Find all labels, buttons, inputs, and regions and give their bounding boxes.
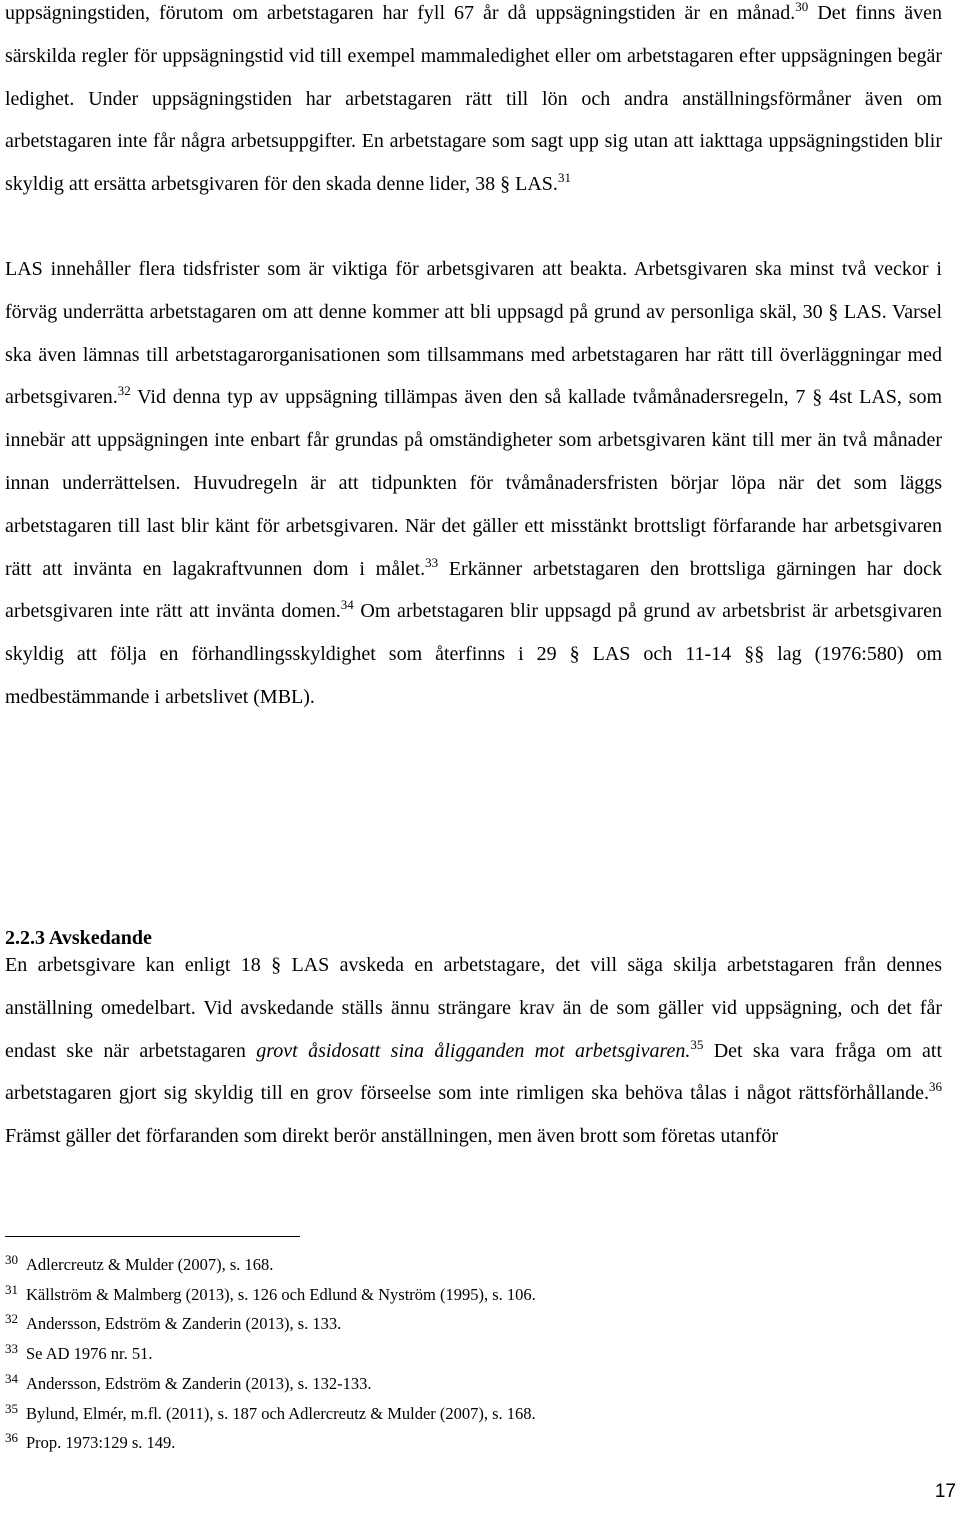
paragraph-text: Det finns även särskilda regler för uppsägningstid vid till exempel mammaledighet eller om arbetstagaren efter uppsägningen begär ledighet. Under uppsägningstiden har arbetstagaren rätt till lön och andra anställningsförmåner även om arbetstagaren inte får några arbetsuppgifter. En arbetstagare som sagt upp sig utan att iakttaga uppsägningstiden blir skyldig att ersätta arbetsgivaren för den skada denne lider, 38 bbox=[5, 2, 943, 196]
section-heading: 2.2.3 Avskedande bbox=[5, 927, 152, 949]
footnote-divider bbox=[5, 1236, 300, 1237]
footnote-text: Se AD 1976 nr. 51. bbox=[26, 1344, 153, 1364]
paragraph-dismissal bbox=[5, 944, 942, 1158]
footnote-ref-30[interactable]: 30 bbox=[795, 0, 809, 14]
footnote-ref-35[interactable]: 35 bbox=[690, 1036, 704, 1052]
footnote-number: 34 bbox=[5, 1370, 18, 1386]
paragraph-text: Främst gäller det förfaranden som direkt berör anställningen, men även brott som företas utanför bbox=[5, 1125, 779, 1148]
footnote-ref-34[interactable]: 34 bbox=[340, 597, 354, 613]
italic-phrase: grovt åsidosatt sina åligganden mot arbetsgivaren. bbox=[256, 1039, 691, 1062]
footnote-35 bbox=[5, 1400, 942, 1430]
footnote-number: 35 bbox=[5, 1400, 18, 1416]
section-sign: § bbox=[812, 386, 823, 409]
footnote-36 bbox=[5, 1429, 942, 1459]
paragraph-text: LAS. bbox=[515, 173, 558, 196]
footnote-31 bbox=[5, 1281, 942, 1311]
section-sign: § bbox=[271, 954, 282, 976]
section-sign: §§ bbox=[744, 643, 765, 666]
footnote-number: 30 bbox=[5, 1252, 18, 1267]
paragraph-text: lag (1976:580) om medbestämmande i arbetslivet (MBL). bbox=[5, 643, 943, 708]
footnote-text: Andersson, Edström & Zanderin (2013), s. 132-133. bbox=[26, 1373, 372, 1393]
footnote-ref-32[interactable]: 32 bbox=[117, 383, 131, 399]
section-sign: § bbox=[569, 643, 580, 666]
paragraph-notice-period bbox=[5, 0, 942, 206]
paragraph-text: LAS innehåller flera tidsfrister som är viktiga för arbetsgivaren att beakta. Arbetsgivaren ska minst två veckor i förväg underrätta arbetstagaren om att denne kommer att bli uppsagd på grund av personliga skäl, 30 bbox=[5, 257, 942, 323]
footnote-ref-33[interactable]: 33 bbox=[425, 554, 439, 570]
footnote-text: Källström & Malmberg (2013), s. 126 och Edlund & Nyström (1995), s. 106. bbox=[26, 1284, 536, 1304]
footnote-number: 32 bbox=[5, 1311, 18, 1327]
paragraph-text: Det ska vara fråga om att arbetstagaren gjort sig skyldig till en grov förseelse som inte rimligen ska behöva tålas i något rättsförhållande. bbox=[5, 1039, 942, 1105]
paragraph-text: En arbetsgivare kan enligt 18 bbox=[5, 954, 261, 976]
footnote-32 bbox=[5, 1310, 942, 1340]
footnote-33 bbox=[5, 1340, 942, 1370]
footnote-ref-36[interactable]: 36 bbox=[929, 1079, 942, 1095]
paragraph-text: Vid denna typ av uppsägning tillämpas även den så kallade tvåmånadersregeln, 7 bbox=[137, 386, 806, 409]
section-sign: § bbox=[828, 300, 839, 323]
page-number: 17 bbox=[934, 1481, 956, 1502]
footnotes-list bbox=[5, 1251, 942, 1459]
footnote-number: 33 bbox=[5, 1341, 18, 1357]
paragraph-time-limits bbox=[5, 248, 942, 719]
paragraph-text: Erkänner arbetstagaren den brottsliga gärningen har dock arbetsgivaren inte rätt att invänta domen. bbox=[5, 557, 942, 623]
paragraph-text: uppsägningstiden, förutom om arbetstagaren har fyll 67 år då uppsägningstiden är en månad. bbox=[5, 2, 796, 24]
paragraph-text: LAS avskeda en arbetstagare, det vill säga skilja arbetstagaren från dennes anställning omedelbart. Vid avskedande ställs ännu strängare krav än de som gäller vid uppsägning, och det får endast ske när arbetstagaren bbox=[5, 954, 943, 1062]
paragraph-text: 4st LAS, som innebär att uppsägningen inte enbart får grundas på omständigheter som arbetsgivaren känt till mer än två månader innan underrättelsen. Huvudregeln är att tidpunkten för tvåmånadersfristen börjar löpa när det som läggs arbetstagaren till last blir känt för arbetsgivaren. När det gäller ett misstänkt brottsligt förfarande har arbetsgivaren rätt att invänta en lagakraftvunnen dom i målet. bbox=[5, 386, 943, 580]
paragraph-text: LAS och 11-14 bbox=[592, 643, 732, 666]
paragraph-text: LAS. Varsel ska även lämnas till arbetstagarorganisationen som tillsammans med arbetstagaren har rätt till överläggningar med arbetsgivaren. bbox=[5, 300, 942, 409]
footnote-text: Adlercreutz & Mulder (2007), s. 168. bbox=[26, 1255, 274, 1274]
footnote-text: Prop. 1973:129 s. 149. bbox=[26, 1433, 176, 1453]
paragraph-text: Om arbetstagaren blir uppsagd på grund av arbetsbrist är arbetsgivaren skyldig att följa en förhandlingsskyldighet som återfinns i 29 bbox=[5, 600, 942, 666]
section-sign: § bbox=[500, 173, 511, 196]
footnote-number: 31 bbox=[5, 1281, 18, 1297]
document-page bbox=[5, 0, 943, 1453]
footnote-30 bbox=[5, 1251, 942, 1281]
footnote-number: 36 bbox=[5, 1430, 18, 1446]
footnote-ref-31[interactable]: 31 bbox=[557, 170, 571, 186]
footnote-34 bbox=[5, 1370, 942, 1400]
footnote-text: Andersson, Edström & Zanderin (2013), s. 133. bbox=[26, 1314, 342, 1334]
footnote-text: Bylund, Elmér, m.fl. (2011), s. 187 och Adlercreutz & Mulder (2007), s. 168. bbox=[26, 1403, 536, 1423]
